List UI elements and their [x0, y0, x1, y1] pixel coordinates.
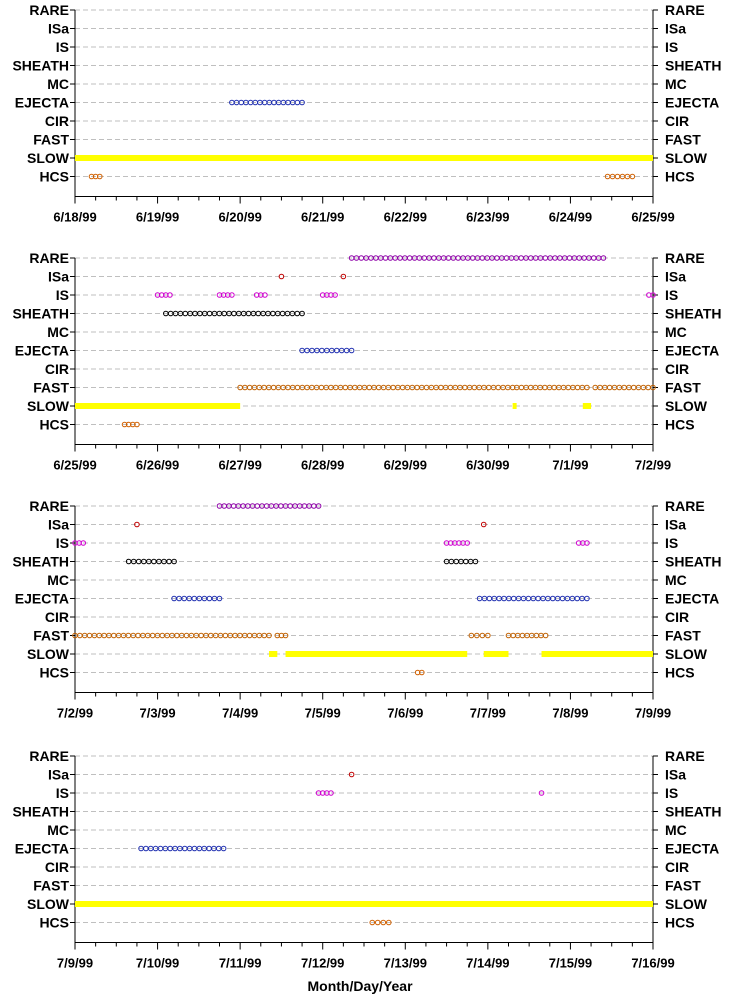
x-tick-label: 7/7/99 — [469, 705, 506, 721]
category-label-right-fast: FAST — [665, 131, 701, 148]
series-slow — [75, 155, 653, 161]
category-label-right-fast: FAST — [665, 627, 701, 644]
category-label-left-mc: MC — [47, 76, 69, 92]
category-label-right-slow: SLOW — [665, 150, 707, 166]
category-label-left-cir: CIR — [44, 113, 69, 129]
category-label-left-rare: RARE — [29, 748, 69, 764]
category-label-right-mc: MC — [665, 572, 687, 588]
category-label-left-ejecta: EJECTA — [14, 342, 69, 359]
x-tick-label: 7/2/99 — [634, 457, 672, 473]
category-label-right-ejecta: EJECTA — [665, 590, 720, 607]
x-tick-label: 7/5/99 — [304, 705, 341, 721]
x-tick-label: 6/28/99 — [301, 457, 345, 473]
category-label-right-sheath: SHEATH — [665, 305, 722, 322]
x-tick-label: 7/2/99 — [56, 705, 94, 721]
category-label-right-hcs: HCS — [665, 664, 695, 681]
category-label-right-ejecta: EJECTA — [665, 94, 720, 111]
x-tick-label: 6/23/99 — [466, 209, 510, 225]
category-label-right-hcs: HCS — [665, 416, 695, 433]
category-label-right-ejecta: EJECTA — [665, 342, 720, 359]
category-label-left-ejecta: EJECTA — [14, 94, 69, 111]
category-label-left-sheath: SHEATH — [12, 553, 69, 570]
x-tick-label: 7/13/99 — [383, 955, 427, 971]
category-label-left-is: IS — [55, 287, 69, 303]
category-label-left-isa: ISa — [47, 766, 69, 783]
category-label-right-slow: SLOW — [665, 646, 707, 662]
x-tick-label: 6/18/99 — [53, 209, 97, 225]
panel-4 — [12, 748, 721, 971]
category-label-right-slow: SLOW — [665, 896, 707, 912]
x-tick-label: 7/14/99 — [466, 955, 510, 971]
slow-interval-mark — [484, 651, 509, 657]
category-label-right-is: IS — [665, 39, 679, 55]
x-tick-label: 6/22/99 — [383, 209, 427, 225]
category-label-left-is: IS — [55, 785, 69, 801]
category-label-right-fast: FAST — [665, 877, 701, 894]
category-label-right-mc: MC — [665, 822, 687, 838]
category-label-right-isa: ISa — [665, 268, 687, 285]
category-label-right-is: IS — [665, 785, 679, 801]
category-label-right-mc: MC — [665, 76, 687, 92]
x-tick-label: 6/30/99 — [466, 457, 510, 473]
x-tick-label: 7/9/99 — [634, 705, 672, 721]
category-label-left-slow: SLOW — [27, 646, 69, 662]
panel-2 — [12, 250, 721, 473]
category-label-right-sheath: SHEATH — [665, 553, 722, 570]
category-label-right-slow: SLOW — [665, 398, 707, 414]
category-label-right-cir: CIR — [665, 113, 690, 129]
category-label-right-isa: ISa — [665, 766, 687, 783]
x-tick-label: 7/6/99 — [387, 705, 424, 721]
category-label-left-cir: CIR — [44, 609, 69, 625]
slow-interval-mark — [75, 403, 240, 409]
x-tick-label: 6/27/99 — [218, 457, 262, 473]
panel-1 — [12, 2, 721, 225]
slow-interval-mark — [513, 403, 517, 409]
category-label-right-mc: MC — [665, 324, 687, 340]
category-label-right-rare: RARE — [665, 250, 705, 266]
x-tick-label: 6/19/99 — [135, 209, 180, 225]
x-tick-label: 7/9/99 — [56, 955, 94, 971]
category-label-left-slow: SLOW — [27, 896, 69, 912]
x-tick-label: 6/29/99 — [383, 457, 427, 473]
category-label-left-mc: MC — [47, 324, 69, 340]
slow-interval-mark — [75, 155, 653, 161]
x-tick-label: 6/25/99 — [53, 457, 97, 473]
series-slow — [75, 901, 653, 907]
category-label-right-ejecta: EJECTA — [665, 840, 720, 857]
category-label-right-fast: FAST — [665, 379, 701, 396]
category-label-left-hcs: HCS — [39, 168, 69, 185]
category-label-left-fast: FAST — [33, 379, 69, 396]
category-label-right-sheath: SHEATH — [665, 57, 722, 74]
slow-interval-mark — [583, 403, 591, 409]
slow-interval-mark — [75, 901, 653, 907]
category-label-left-fast: FAST — [33, 877, 69, 894]
category-label-left-cir: CIR — [44, 361, 69, 377]
category-label-left-cir: CIR — [44, 859, 69, 875]
category-label-right-sheath: SHEATH — [665, 803, 722, 820]
x-tick-label: 7/4/99 — [222, 705, 259, 721]
category-label-left-hcs: HCS — [39, 664, 69, 681]
category-label-left-rare: RARE — [29, 2, 69, 18]
x-tick-label: 7/16/99 — [631, 955, 675, 971]
category-label-left-slow: SLOW — [27, 398, 69, 414]
x-tick-label: 7/15/99 — [548, 955, 593, 971]
category-label-right-rare: RARE — [665, 2, 705, 18]
x-tick-label: 7/10/99 — [135, 955, 180, 971]
category-label-left-sheath: SHEATH — [12, 57, 69, 74]
category-label-left-hcs: HCS — [39, 914, 69, 931]
category-label-left-sheath: SHEATH — [12, 803, 69, 820]
panel-3 — [12, 498, 721, 721]
x-tick-label: 6/26/99 — [135, 457, 180, 473]
category-label-left-sheath: SHEATH — [12, 305, 69, 322]
series-slow — [269, 651, 653, 657]
category-label-left-mc: MC — [47, 572, 69, 588]
category-label-left-is: IS — [55, 535, 69, 551]
category-label-left-ejecta: EJECTA — [14, 840, 69, 857]
series-rare — [217, 504, 321, 509]
x-tick-label: 6/25/99 — [631, 209, 675, 225]
category-label-right-is: IS — [665, 535, 679, 551]
category-label-left-is: IS — [55, 39, 69, 55]
category-label-right-rare: RARE — [665, 498, 705, 514]
x-tick-label: 7/11/99 — [218, 955, 262, 971]
category-label-right-hcs: HCS — [665, 914, 695, 931]
category-label-right-cir: CIR — [665, 361, 690, 377]
category-label-right-rare: RARE — [665, 748, 705, 764]
slow-interval-mark — [269, 651, 277, 657]
x-tick-label: 6/24/99 — [548, 209, 593, 225]
category-label-left-mc: MC — [47, 822, 69, 838]
category-label-left-isa: ISa — [47, 516, 69, 533]
category-label-right-isa: ISa — [665, 20, 687, 37]
category-label-left-ejecta: EJECTA — [14, 590, 69, 607]
x-axis-title: Month/Day/Year — [307, 978, 413, 994]
category-label-right-is: IS — [665, 287, 679, 303]
x-tick-label: 7/1/99 — [552, 457, 589, 473]
x-tick-label: 6/20/99 — [218, 209, 262, 225]
category-label-right-cir: CIR — [665, 609, 690, 625]
category-label-left-fast: FAST — [33, 627, 69, 644]
category-label-left-hcs: HCS — [39, 416, 69, 433]
x-tick-label: 7/3/99 — [139, 705, 176, 721]
category-label-left-isa: ISa — [47, 20, 69, 37]
slow-interval-mark — [286, 651, 468, 657]
category-label-left-rare: RARE — [29, 250, 69, 266]
x-tick-label: 6/21/99 — [301, 209, 345, 225]
category-label-right-cir: CIR — [665, 859, 690, 875]
slow-interval-mark — [542, 651, 653, 657]
category-label-right-hcs: HCS — [665, 168, 695, 185]
category-label-left-isa: ISa — [47, 268, 69, 285]
category-label-left-rare: RARE — [29, 498, 69, 514]
category-label-left-slow: SLOW — [27, 150, 69, 166]
x-tick-label: 7/12/99 — [301, 955, 345, 971]
category-label-left-fast: FAST — [33, 131, 69, 148]
category-label-right-isa: ISa — [665, 516, 687, 533]
x-tick-label: 7/8/99 — [552, 705, 589, 721]
